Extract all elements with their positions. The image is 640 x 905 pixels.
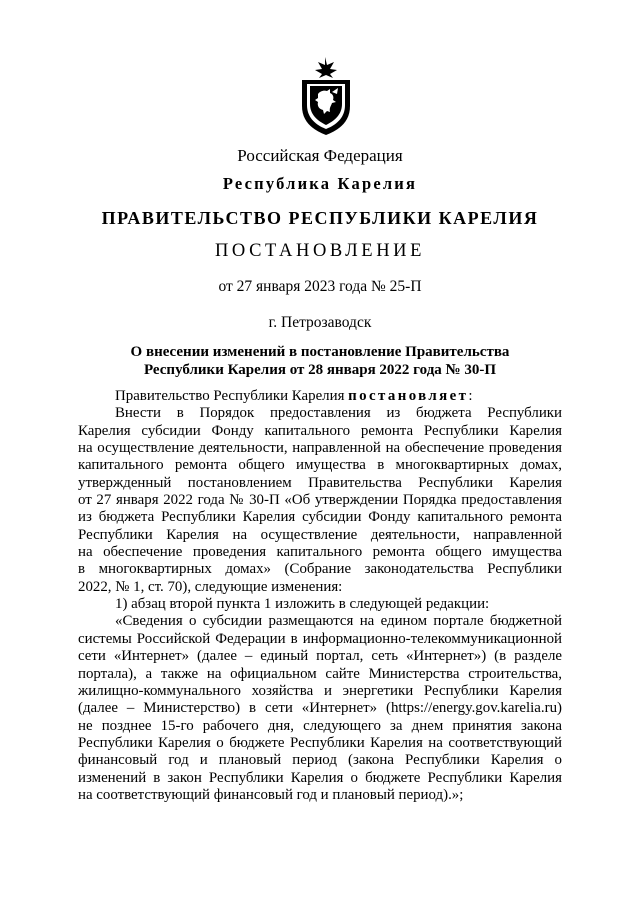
body-line: жилищно-коммунального хозяйства и энергетики Республики Карелия xyxy=(78,682,562,699)
karelia-coat-of-arms-icon xyxy=(296,56,356,136)
document-date: от 27 января 2023 года № 25-П xyxy=(218,278,422,295)
preamble-text: Правительство Республики Карелия xyxy=(115,388,349,404)
body-line: изменений в закон Республики Карелия о бюджете Республики Карелия xyxy=(78,769,562,786)
preamble-line xyxy=(78,388,562,405)
document-type: ПОСТАНОВЛЕНИЕ xyxy=(214,241,426,261)
title-line: Республики Карелия от 28 января 2022 года № 30-П xyxy=(143,362,497,378)
title-line: О внесении изменений в постановление Правительства xyxy=(130,344,510,360)
body-line: 2022, № 1, ст. 70), следующие изменения: xyxy=(78,578,343,595)
preamble-colon: : xyxy=(468,388,473,404)
government-name: ПРАВИТЕЛЬСТВО РЕСПУБЛИКИ КАРЕЛИЯ xyxy=(101,208,539,228)
body-line: на осуществление деятельности, направленной на обеспечение проведения xyxy=(78,440,562,457)
body-line: капитального ремонта общего имущества в многоквартирных домах, xyxy=(78,457,562,474)
country-name: Российская Федерация xyxy=(237,146,403,165)
body-line: финансовый год и плановый период (закона Республики Карелия о xyxy=(78,752,562,769)
body-line: «Сведения о субсидии размещаются на едином портале бюджетной xyxy=(115,613,562,630)
preamble-verb: постановляет xyxy=(348,388,469,404)
republic-name: Республика Карелия xyxy=(222,174,418,193)
body-line: сети «Интернет» (далее – единый портал, сеть «Интернет») (в разделе xyxy=(78,648,562,665)
body-line: от 27 января 2022 года № 30-П «Об утверждении Порядка предоставления xyxy=(78,492,562,509)
body-line: на соответствующий финансовый год и плановый период).»; xyxy=(78,786,464,803)
body-line: в многоквартирных домах» (Собрание законодательства Республики xyxy=(78,561,562,578)
body-line: Карелия субсидии Фонду капитального ремонта Республики Карелия xyxy=(78,422,562,439)
document-city: г. Петрозаводск xyxy=(268,314,372,331)
body-line: утвержденный постановлением Правительства Республики Карелия xyxy=(78,474,562,491)
document-title xyxy=(0,343,640,379)
body-line: из бюджета Республики Карелия субсидии Фонду капитального ремонта xyxy=(78,509,562,526)
body-line: портала), а также на официальном сайте Министерства строительства, xyxy=(78,665,562,682)
body-line: на обеспечение проведения капитального ремонта общего имущества xyxy=(78,544,562,561)
body-line: не позднее 15-го рабочего дня, следующего за днем принятия закона xyxy=(78,717,562,734)
document-body xyxy=(78,388,562,804)
body-line: (далее – Министерство) в сети «Интернет» (https://energy.gov.karelia.ru) xyxy=(78,700,562,717)
body-line: Внести в Порядок предоставления из бюджета Республики xyxy=(115,405,562,422)
body-line: Республики Карелия о бюджете Республики Карелия на соответствующий xyxy=(78,734,562,751)
body-line: системы Российской Федерации в информационно-телекоммуникационной xyxy=(78,630,562,647)
body-line: 1) абзац второй пункта 1 изложить в следующей редакции: xyxy=(115,596,490,613)
body-line: Республики Карелия на осуществление деятельности, направленной xyxy=(78,526,562,543)
